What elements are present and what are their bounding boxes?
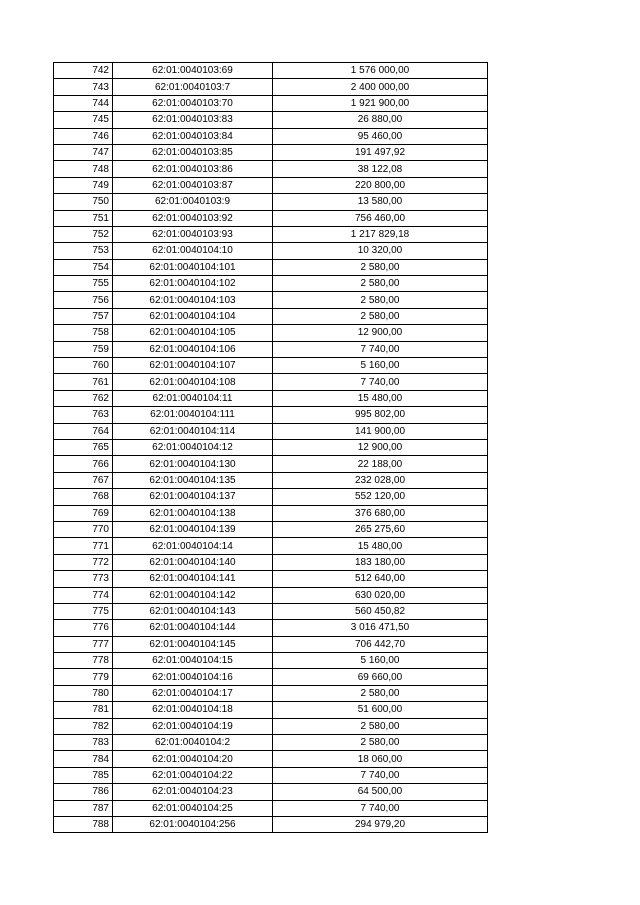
cadastral-number-cell: 62:01:0040104:111 [113, 407, 273, 423]
cadastral-value-cell: 7 740,00 [273, 341, 488, 357]
row-number-cell: 764 [54, 423, 113, 439]
table-row [54, 784, 488, 800]
cadastral-value-cell: 2 580,00 [273, 308, 488, 324]
row-number-cell: 748 [54, 161, 113, 177]
table-row [54, 177, 488, 193]
cadastral-number-cell: 62:01:0040104:10 [113, 243, 273, 259]
cadastral-value-cell: 51 600,00 [273, 702, 488, 718]
cadastral-value-cell: 2 400 000,00 [273, 79, 488, 95]
table-row [54, 390, 488, 406]
table-row [54, 325, 488, 341]
table-row [54, 538, 488, 554]
cadastral-value-cell: 265 275,60 [273, 521, 488, 537]
cadastral-value-cell: 38 122,08 [273, 161, 488, 177]
row-number-cell: 752 [54, 226, 113, 242]
cadastral-value-cell: 220 800,00 [273, 177, 488, 193]
cadastral-value-cell: 7 740,00 [273, 374, 488, 390]
row-number-cell: 784 [54, 751, 113, 767]
cadastral-number-cell: 62:01:0040104:2 [113, 735, 273, 751]
row-number-cell: 758 [54, 325, 113, 341]
cadastral-number-cell: 62:01:0040103:69 [113, 63, 273, 79]
cadastral-number-cell: 62:01:0040104:107 [113, 358, 273, 374]
cadastral-number-cell: 62:01:0040104:16 [113, 669, 273, 685]
cadastral-number-cell: 62:01:0040104:102 [113, 276, 273, 292]
table-row [54, 800, 488, 816]
cadastral-number-cell: 62:01:0040104:19 [113, 718, 273, 734]
cadastral-value-cell: 7 740,00 [273, 800, 488, 816]
cadastral-number-cell: 62:01:0040104:135 [113, 472, 273, 488]
table-row [54, 521, 488, 537]
table-row [54, 603, 488, 619]
cadastral-value-cell: 1 217 829,18 [273, 226, 488, 242]
cadastral-value-cell: 5 160,00 [273, 653, 488, 669]
table-row [54, 767, 488, 783]
row-number-cell: 773 [54, 571, 113, 587]
row-number-cell: 787 [54, 800, 113, 816]
cadastral-value-cell: 995 802,00 [273, 407, 488, 423]
cadastral-value-cell: 15 480,00 [273, 538, 488, 554]
cadastral-value-cell: 3 016 471,50 [273, 620, 488, 636]
cadastral-value-cell: 22 188,00 [273, 456, 488, 472]
cadastral-value-cell: 2 580,00 [273, 259, 488, 275]
cadastral-value-cell: 706 442,70 [273, 636, 488, 652]
cadastral-number-cell: 62:01:0040104:145 [113, 636, 273, 652]
cadastral-number-cell: 62:01:0040104:144 [113, 620, 273, 636]
row-number-cell: 750 [54, 194, 113, 210]
row-number-cell: 786 [54, 784, 113, 800]
table-row [54, 472, 488, 488]
cadastral-value-cell: 294 979,20 [273, 816, 488, 832]
row-number-cell: 756 [54, 292, 113, 308]
cadastral-value-cell: 552 120,00 [273, 489, 488, 505]
row-number-cell: 754 [54, 259, 113, 275]
row-number-cell: 776 [54, 620, 113, 636]
cadastral-number-cell: 62:01:0040104:140 [113, 554, 273, 570]
table-row [54, 276, 488, 292]
row-number-cell: 788 [54, 816, 113, 832]
row-number-cell: 755 [54, 276, 113, 292]
cadastral-number-cell: 62:01:0040104:108 [113, 374, 273, 390]
cadastral-value-cell: 69 660,00 [273, 669, 488, 685]
table-row [54, 144, 488, 160]
row-number-cell: 772 [54, 554, 113, 570]
table-row [54, 718, 488, 734]
cadastral-value-cell: 376 680,00 [273, 505, 488, 521]
table-row [54, 358, 488, 374]
cadastral-number-cell: 62:01:0040104:23 [113, 784, 273, 800]
cadastral-value-cell: 12 900,00 [273, 439, 488, 455]
row-number-cell: 785 [54, 767, 113, 783]
row-number-cell: 767 [54, 472, 113, 488]
cadastral-number-cell: 62:01:0040104:105 [113, 325, 273, 341]
row-number-cell: 777 [54, 636, 113, 652]
cadastral-value-cell: 64 500,00 [273, 784, 488, 800]
cadastral-number-cell: 62:01:0040103:85 [113, 144, 273, 160]
cadastral-number-cell: 62:01:0040104:101 [113, 259, 273, 275]
cadastral-number-cell: 62:01:0040104:103 [113, 292, 273, 308]
row-number-cell: 745 [54, 112, 113, 128]
row-number-cell: 751 [54, 210, 113, 226]
cadastral-value-cell: 756 460,00 [273, 210, 488, 226]
cadastral-value-cell: 18 060,00 [273, 751, 488, 767]
cadastral-value-cell: 1 921 900,00 [273, 95, 488, 111]
table-row [54, 505, 488, 521]
table-body [54, 63, 488, 833]
row-number-cell: 742 [54, 63, 113, 79]
row-number-cell: 762 [54, 390, 113, 406]
row-number-cell: 778 [54, 653, 113, 669]
row-number-cell: 761 [54, 374, 113, 390]
table-row [54, 489, 488, 505]
cadastral-number-cell: 62:01:0040103:70 [113, 95, 273, 111]
cadastral-number-cell: 62:01:0040103:83 [113, 112, 273, 128]
cadastral-number-cell: 62:01:0040103:9 [113, 194, 273, 210]
cadastral-number-cell: 62:01:0040104:139 [113, 521, 273, 537]
row-number-cell: 747 [54, 144, 113, 160]
cadastral-number-cell: 62:01:0040103:86 [113, 161, 273, 177]
row-number-cell: 783 [54, 735, 113, 751]
row-number-cell: 749 [54, 177, 113, 193]
cadastral-value-cell: 2 580,00 [273, 292, 488, 308]
row-number-cell: 781 [54, 702, 113, 718]
cadastral-number-cell: 62:01:0040104:104 [113, 308, 273, 324]
table-row [54, 95, 488, 111]
row-number-cell: 744 [54, 95, 113, 111]
table-row [54, 161, 488, 177]
row-number-cell: 779 [54, 669, 113, 685]
row-number-cell: 765 [54, 439, 113, 455]
table-row [54, 554, 488, 570]
cadastral-number-cell: 62:01:0040104:22 [113, 767, 273, 783]
row-number-cell: 770 [54, 521, 113, 537]
table-row [54, 210, 488, 226]
cadastral-number-cell: 62:01:0040104:141 [113, 571, 273, 587]
cadastral-number-cell: 62:01:0040104:18 [113, 702, 273, 718]
table-row [54, 63, 488, 79]
row-number-cell: 775 [54, 603, 113, 619]
cadastral-value-cell: 5 160,00 [273, 358, 488, 374]
table-row [54, 571, 488, 587]
cadastral-number-cell: 62:01:0040104:106 [113, 341, 273, 357]
row-number-cell: 774 [54, 587, 113, 603]
table-row [54, 423, 488, 439]
table-row [54, 620, 488, 636]
row-number-cell: 746 [54, 128, 113, 144]
table-row [54, 226, 488, 242]
row-number-cell: 769 [54, 505, 113, 521]
cadastral-number-cell: 62:01:0040104:114 [113, 423, 273, 439]
row-number-cell: 782 [54, 718, 113, 734]
cadastral-number-cell: 62:01:0040103:84 [113, 128, 273, 144]
row-number-cell: 763 [54, 407, 113, 423]
table-row [54, 243, 488, 259]
row-number-cell: 759 [54, 341, 113, 357]
row-number-cell: 768 [54, 489, 113, 505]
table-row [54, 587, 488, 603]
table-row [54, 79, 488, 95]
cadastral-value-cell: 232 028,00 [273, 472, 488, 488]
table-row [54, 374, 488, 390]
cadastral-value-cell: 2 580,00 [273, 718, 488, 734]
cadastral-number-cell: 62:01:0040104:25 [113, 800, 273, 816]
row-number-cell: 753 [54, 243, 113, 259]
cadastral-number-cell: 62:01:0040104:14 [113, 538, 273, 554]
cadastral-value-cell: 26 880,00 [273, 112, 488, 128]
cadastral-value-cell: 12 900,00 [273, 325, 488, 341]
table-row [54, 407, 488, 423]
cadastral-number-cell: 62:01:0040103:87 [113, 177, 273, 193]
cadastral-number-cell: 62:01:0040104:130 [113, 456, 273, 472]
table-row [54, 439, 488, 455]
cadastral-value-cell: 95 460,00 [273, 128, 488, 144]
cadastral-value-cell: 15 480,00 [273, 390, 488, 406]
row-number-cell: 771 [54, 538, 113, 554]
table-row [54, 685, 488, 701]
cadastral-value-cell: 2 580,00 [273, 685, 488, 701]
cadastral-number-cell: 62:01:0040104:138 [113, 505, 273, 521]
row-number-cell: 766 [54, 456, 113, 472]
table-row [54, 702, 488, 718]
cadastral-number-cell: 62:01:0040104:20 [113, 751, 273, 767]
cadastral-number-cell: 62:01:0040104:142 [113, 587, 273, 603]
table-row [54, 259, 488, 275]
table-row [54, 128, 488, 144]
table-row [54, 456, 488, 472]
cadastral-number-cell: 62:01:0040104:137 [113, 489, 273, 505]
cadastral-number-cell: 62:01:0040104:17 [113, 685, 273, 701]
cadastral-value-cell: 191 497,92 [273, 144, 488, 160]
cadastral-value-cell: 141 900,00 [273, 423, 488, 439]
cadastral-number-cell: 62:01:0040104:256 [113, 816, 273, 832]
cadastral-number-cell: 62:01:0040104:11 [113, 390, 273, 406]
row-number-cell: 757 [54, 308, 113, 324]
cadastral-value-cell: 7 740,00 [273, 767, 488, 783]
cadastral-number-cell: 62:01:0040104:12 [113, 439, 273, 455]
cadastral-number-cell: 62:01:0040104:143 [113, 603, 273, 619]
cadastral-value-cell: 630 020,00 [273, 587, 488, 603]
row-number-cell: 780 [54, 685, 113, 701]
row-number-cell: 760 [54, 358, 113, 374]
table-row [54, 816, 488, 832]
table-row [54, 751, 488, 767]
cadastral-number-cell: 62:01:0040104:15 [113, 653, 273, 669]
cadastral-value-cell: 2 580,00 [273, 276, 488, 292]
table-row [54, 308, 488, 324]
table-row [54, 112, 488, 128]
cadastral-value-cell: 512 640,00 [273, 571, 488, 587]
cadastral-value-cell: 2 580,00 [273, 735, 488, 751]
cadastral-value-cell: 13 580,00 [273, 194, 488, 210]
table-row [54, 194, 488, 210]
cadastral-number-cell: 62:01:0040103:92 [113, 210, 273, 226]
row-number-cell: 743 [54, 79, 113, 95]
table-row [54, 341, 488, 357]
table-row [54, 292, 488, 308]
table-row [54, 669, 488, 685]
cadastral-value-table [53, 62, 488, 833]
cadastral-value-cell: 183 180,00 [273, 554, 488, 570]
cadastral-value-cell: 10 320,00 [273, 243, 488, 259]
cadastral-value-cell: 1 576 000,00 [273, 63, 488, 79]
table-row [54, 636, 488, 652]
cadastral-number-cell: 62:01:0040103:93 [113, 226, 273, 242]
table-row [54, 735, 488, 751]
cadastral-number-cell: 62:01:0040103:7 [113, 79, 273, 95]
cadastral-value-cell: 560 450,82 [273, 603, 488, 619]
table-row [54, 653, 488, 669]
